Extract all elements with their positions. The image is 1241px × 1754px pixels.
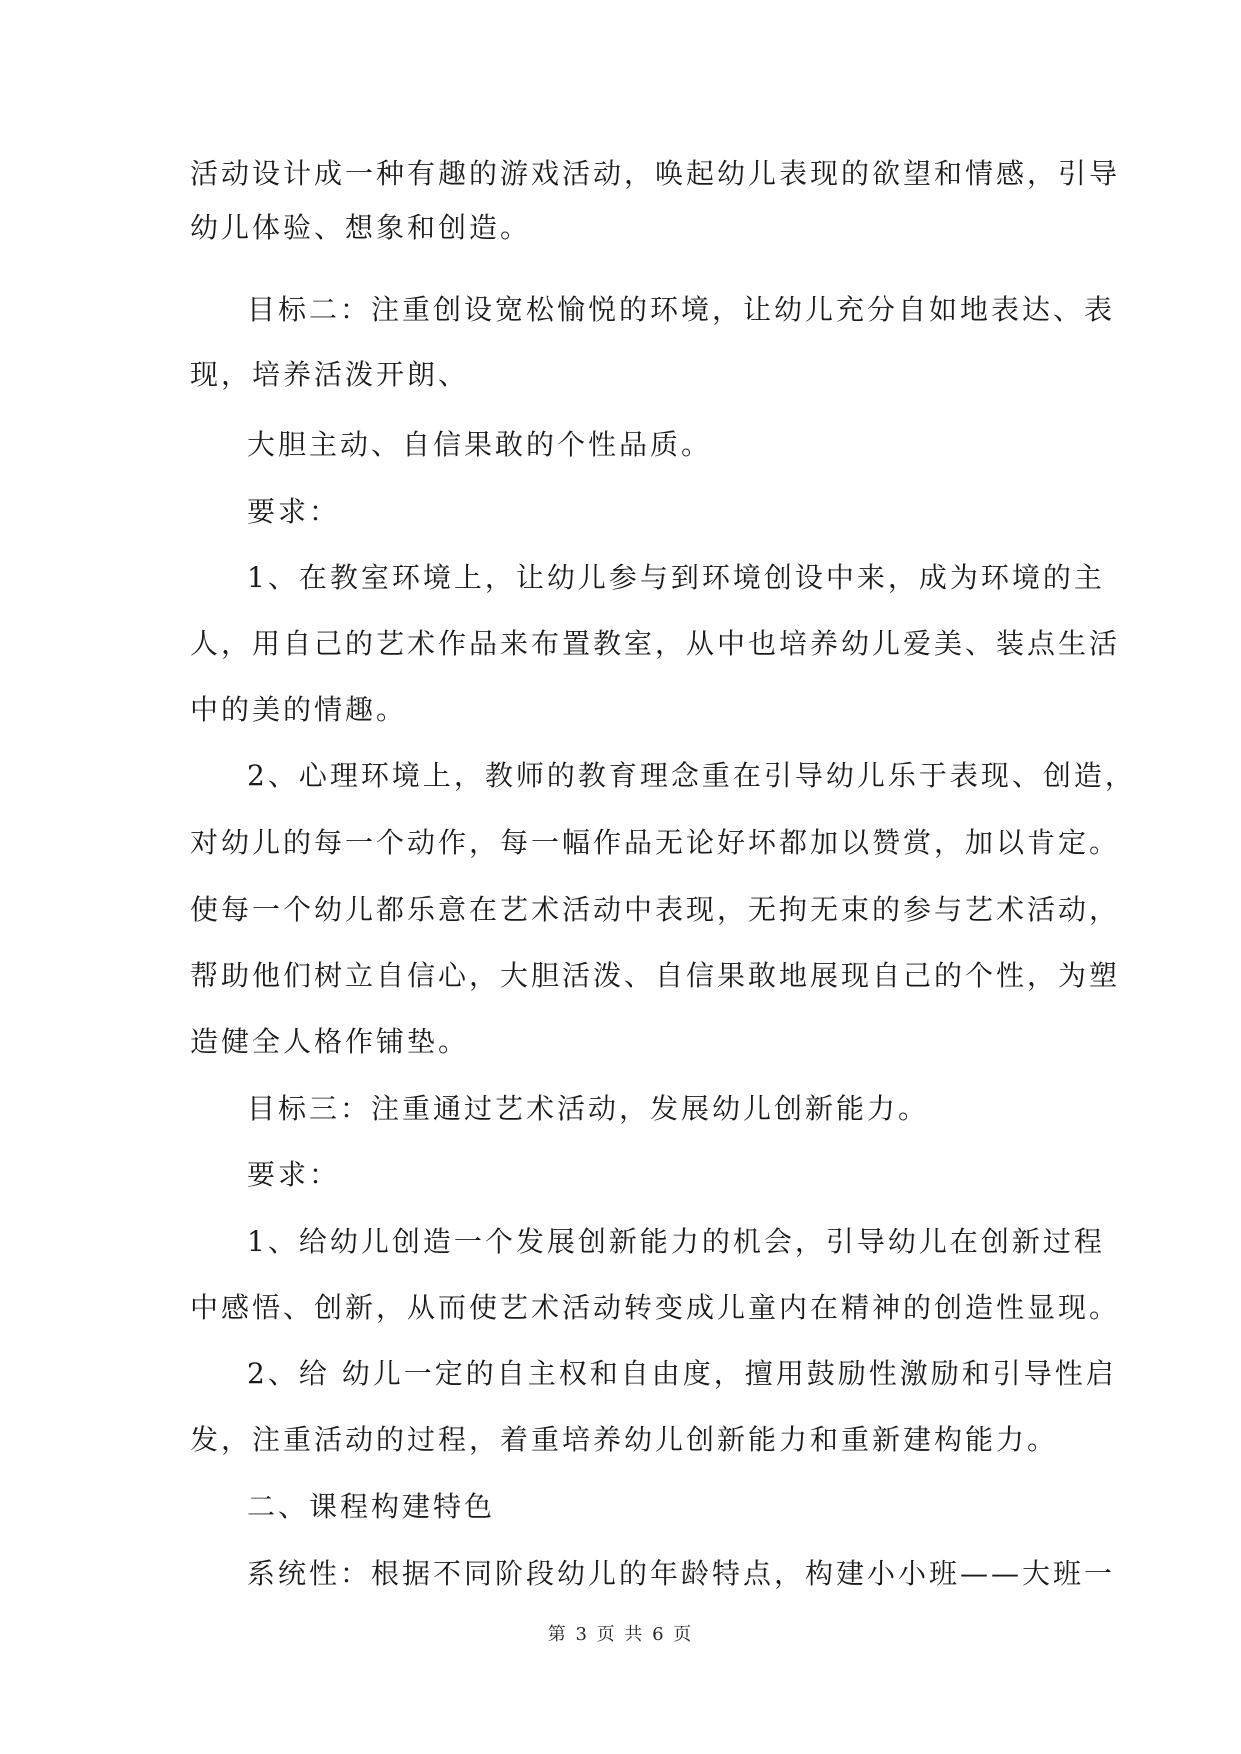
text-line: 帮助他们树立自信心，大胆活泼、自信果敢地展现自己的个性，为塑	[190, 959, 1121, 992]
text-line: 幼儿体验、想象和创造。	[190, 211, 532, 244]
text-line: 活动设计成一种有趣的游戏活动，唤起幼儿表现的欲望和情感，引导	[190, 157, 1121, 190]
text-line: 现，培养活泼开朗、	[190, 358, 470, 391]
text-line: 1、给幼儿创造一个发展创新能力的机会，引导幼儿在创新过程	[247, 1225, 1105, 1258]
text-line: 要求：	[247, 1158, 341, 1191]
text-line: 对幼儿的每一个动作，每一幅作品无论好坏都加以赞赏，加以肯定。	[190, 826, 1121, 859]
text-line: 使每一个幼儿都乐意在艺术活动中表现，无拘无束的参与艺术活动，	[190, 893, 1121, 926]
text-line: 造健全人格作铺垫。	[190, 1025, 470, 1058]
text-line: 人，用自己的艺术作品来布置教室，从中也培养幼儿爱美、装点生活	[190, 627, 1121, 660]
text-line: 二、课程构建特色	[247, 1490, 496, 1523]
text-line: 要求：	[247, 495, 341, 528]
text-line: 发，注重活动的过程，着重培养幼儿创新能力和重新建构能力。	[190, 1423, 1059, 1456]
text-line: 中的美的情趣。	[190, 693, 408, 726]
text-line: 2、心理环境上，教师的教育理念重在引导幼儿乐于表现、创造，	[247, 759, 1136, 792]
text-line: 中感悟、创新，从而使艺术活动转变成儿童内在精神的创造性显现。	[190, 1291, 1121, 1324]
text-line: 系统性：根据不同阶段幼儿的年龄特点，构建小小班——大班一	[247, 1557, 1116, 1590]
text-line: 1、在教室环境上，让幼儿参与到环境创设中来，成为环境的主	[247, 561, 1105, 594]
text-line: 目标三：注重通过艺术活动，发展幼儿创新能力。	[247, 1092, 930, 1125]
text-line: 2、给 幼儿一定的自主权和自由度，擅用鼓励性激励和引导性启	[247, 1357, 1117, 1390]
text-line: 目标二：注重创设宽松愉悦的环境，让幼儿充分自如地表达、表	[247, 293, 1116, 326]
page-number-footer: 第 3 页 共 6 页	[547, 1624, 694, 1645]
text-line: 大胆主动、自信果敢的个性品质。	[247, 428, 713, 461]
